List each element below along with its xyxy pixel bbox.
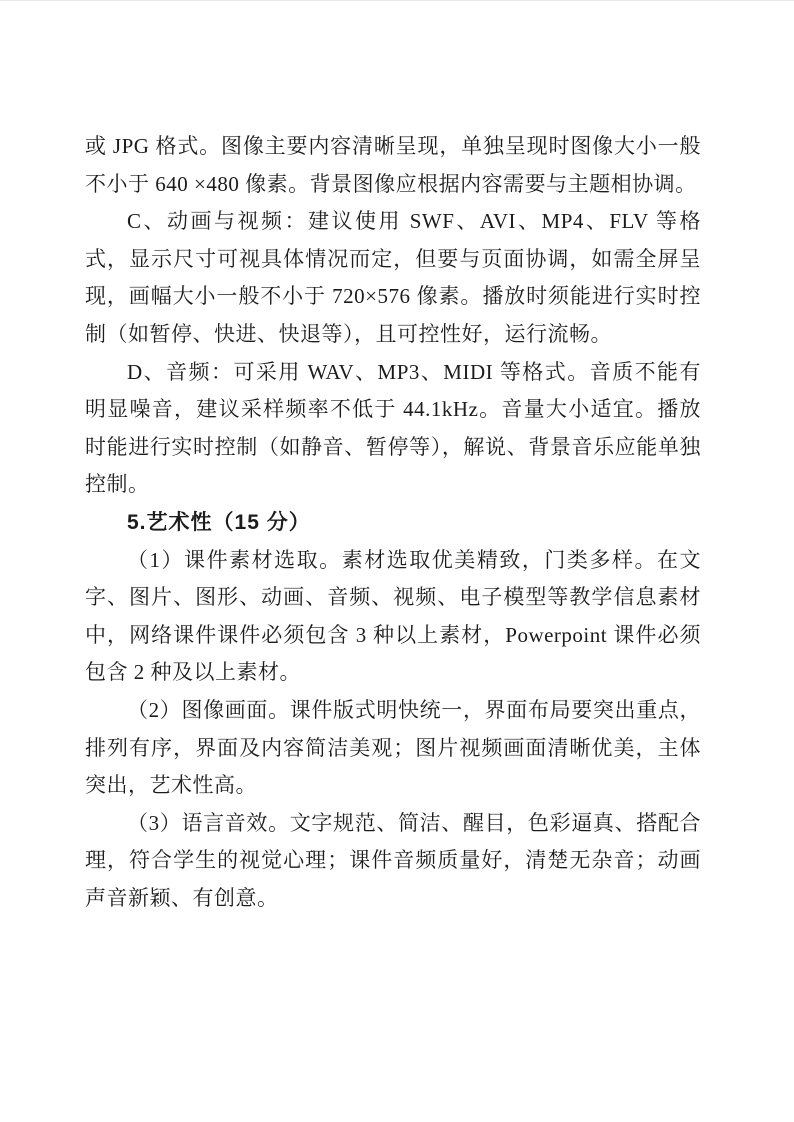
paragraph-2-image-screen: （2）图像画面。课件版式明快统一，界面布局要突出重点，排列有序，界面及内容简洁美观；图片视频画面清晰优美，主体突出，艺术性高。	[85, 697, 701, 798]
paragraph-c-animation-video: C、动画与视频：建议使用 SWF、AVI、MP4、FLV 等格式，显示尺寸可视具体情况而定，但要与页面协调，如需全屏呈现，画幅大小一般不小于 720×576 像素。播放时须能进行实时控制（如暂停、快进、快退等），且可控性好，运行流畅。	[85, 209, 701, 346]
section-heading-artistry: 5.艺术性（15 分）	[127, 510, 311, 534]
paragraph-3-language-sound: （3）语言音效。文字规范、简洁、醒目，色彩逼真、搭配合理，符合学生的视觉心理；课件音频质量好，清楚无杂音；动画声音新颖、有创意。	[85, 810, 701, 910]
paragraph-d-audio: D、音频：可采用 WAV、MP3、MIDI 等格式。音质不能有明显噪音，建议采样频率不低于 44.1kHz。音量大小适宜。播放时能进行实时控制（如静音、暂停等），解说、背景音乐应能单独控制。	[85, 359, 701, 497]
document-body	[85, 128, 701, 917]
paragraph-1-material-selection: （1）课件素材选取。素材选取优美精致，门类多样。在文字、图片、图形、动画、音频、视频、电子模型等教学信息素材中，网络课件课件必须包含 3 种以上素材，Powerpoint 课件必须包含 2 种及以上素材。	[85, 547, 701, 685]
paragraph-image-format-continuation: 或 JPG 格式。图像主要内容清晰呈现，单独呈现时图像大小一般不小于 640 ×480 像素。背景图像应根据内容需要与主题相协调。	[85, 134, 701, 196]
